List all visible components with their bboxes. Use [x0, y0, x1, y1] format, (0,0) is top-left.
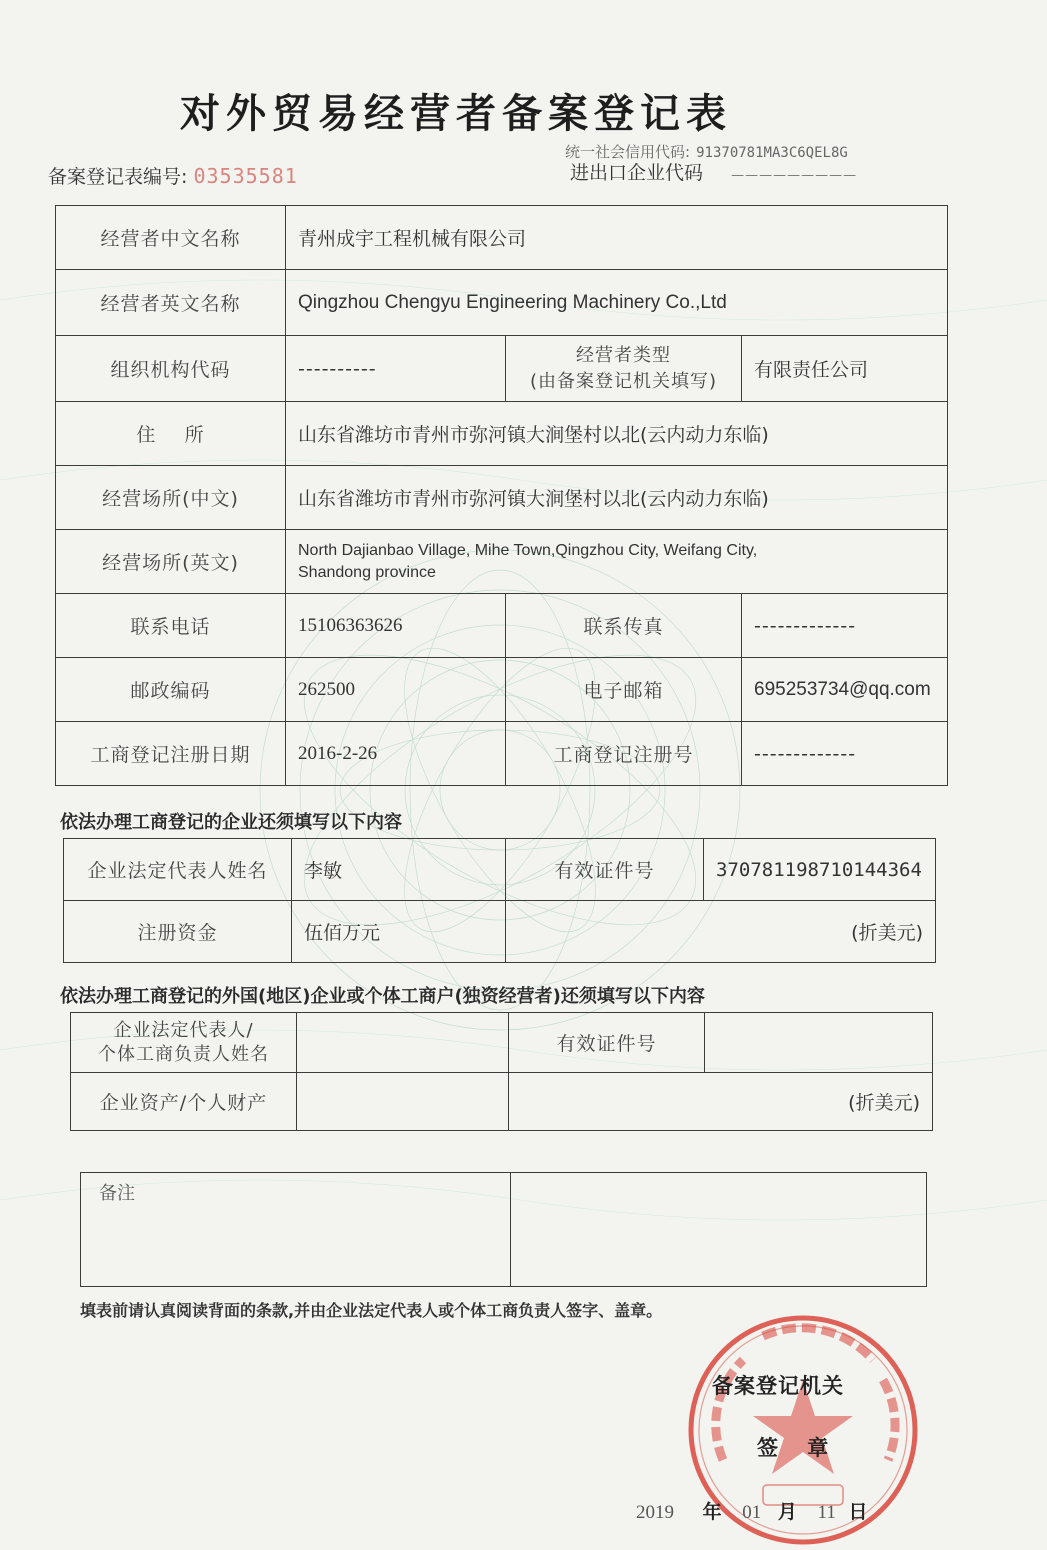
credit-code-label: 统一社会信用代码:: [565, 143, 691, 161]
cn-name-label: 经营者中文名称: [56, 206, 286, 270]
en-name-label: 经营者英文名称: [56, 270, 286, 336]
date-year: 2019: [636, 1502, 674, 1523]
capital-value: 伍佰万元: [292, 901, 506, 963]
id-label-2: 有效证件号: [509, 1013, 705, 1073]
table-row: [71, 1073, 933, 1131]
ie-code-label: 进出口企业代码: [570, 162, 704, 184]
section-1-table: [63, 838, 936, 963]
premises-en-value: [286, 530, 948, 594]
rep-label: [71, 1013, 297, 1073]
authority-title: 备案登记机关: [712, 1374, 844, 1398]
table-row: [56, 206, 948, 270]
rep-value: [297, 1013, 509, 1073]
ie-code-value: —————————: [731, 168, 858, 183]
reg-date-label: 工商登记注册日期: [56, 722, 286, 786]
table-row: [56, 402, 948, 466]
table-row: [56, 466, 948, 530]
assets-value: [297, 1073, 509, 1131]
table-row: [56, 594, 948, 658]
rep-label-line2: 个体工商负责人姓名: [98, 1043, 269, 1065]
assets-usd: (折美元): [509, 1073, 933, 1131]
assets-label: 企业资产/个人财产: [71, 1073, 297, 1131]
remarks-label: 备注: [81, 1173, 511, 1287]
postcode-label: 邮政编码: [56, 658, 286, 722]
reg-no-value: 03535581: [193, 164, 298, 188]
ie-code-row: [570, 158, 857, 185]
id-value: 370781198710144364: [704, 839, 936, 901]
id-value-2: [705, 1013, 933, 1073]
date-month-unit: 月: [777, 1501, 797, 1523]
footnote: 填表前请认真阅读背面的条款,并由企业法定代表人或个体工商负责人签字、盖章。: [80, 1301, 663, 1320]
section-2-table: [70, 1012, 933, 1131]
premises-cn-label: 经营场所(中文): [56, 466, 286, 530]
table-row: [56, 658, 948, 722]
section-2-heading: 依法办理工商登记的外国(地区)企业或个体工商户(独资经营者)还须填写以下内容: [60, 986, 705, 1007]
legal-rep-label: 企业法定代表人姓名: [64, 839, 292, 901]
email-label: 电子邮箱: [506, 658, 742, 722]
id-label: 有效证件号: [506, 839, 704, 901]
fax-value: -------------: [742, 594, 948, 658]
capital-label: 注册资金: [64, 901, 292, 963]
reg-number-label: 工商登记注册号: [506, 722, 742, 786]
authority-sign: 签 章: [757, 1436, 829, 1460]
en-name-value: Qingzhou Chengyu Engineering Machinery Co.,Ltd: [286, 270, 948, 336]
operator-type-label: [506, 336, 742, 402]
credit-code-value: 91370781MA3C6QEL8G: [696, 145, 848, 161]
table-row: [71, 1013, 933, 1073]
issue-date: [636, 1497, 867, 1524]
premises-en-line2: Shandong province: [298, 563, 436, 581]
table-row: [56, 722, 948, 786]
reg-no-row: [48, 162, 298, 189]
table-row: [81, 1173, 927, 1287]
section-1-heading: 依法办理工商登记的企业还须填写以下内容: [60, 812, 402, 833]
cn-name-value: 青州成宇工程机械有限公司: [286, 206, 948, 270]
date-year-unit: 年: [702, 1501, 722, 1523]
remarks-table: [80, 1172, 927, 1287]
reg-number-value: -------------: [742, 722, 948, 786]
email-value: 695253734@qq.com: [742, 658, 948, 722]
premises-cn-value: 山东省潍坊市青州市弥河镇大涧堡村以北(云内动力东临): [286, 466, 948, 530]
table-row: [56, 530, 948, 594]
remarks-value: [511, 1173, 927, 1287]
domicile-value: 山东省潍坊市青州市弥河镇大涧堡村以北(云内动力东临): [286, 402, 948, 466]
table-row: [64, 901, 936, 963]
operator-type-label-line1: 经营者类型: [576, 344, 671, 366]
table-row: [56, 270, 948, 336]
org-code-value: ----------: [286, 336, 506, 402]
form-title: 对外贸易经营者备案登记表: [180, 91, 732, 137]
operator-type-value: 有限责任公司: [742, 336, 948, 402]
capital-usd: (折美元): [506, 901, 936, 963]
fax-label: 联系传真: [506, 594, 742, 658]
phone-label: 联系电话: [56, 594, 286, 658]
domicile-label: 住 所: [56, 402, 286, 466]
date-day: 11: [817, 1502, 836, 1523]
premises-en-label: 经营场所(英文): [56, 530, 286, 594]
main-info-table: [55, 205, 948, 786]
operator-type-label-line2: (由备案登记机关填写): [529, 370, 718, 392]
phone-value: 15106363626: [286, 594, 506, 658]
postcode-value: 262500: [286, 658, 506, 722]
table-row: [56, 336, 948, 402]
premises-en-line1: North Dajianbao Village, Mihe Town,Qingzhou City, Weifang City,: [298, 541, 758, 559]
legal-rep-value: 李敏: [292, 839, 506, 901]
reg-date-value: 2016-2-26: [286, 722, 506, 786]
date-day-unit: 日: [848, 1501, 868, 1523]
date-month: 01: [742, 1502, 762, 1523]
org-code-label: 组织机构代码: [56, 336, 286, 402]
reg-no-label: 备案登记表编号:: [48, 166, 188, 188]
table-row: [64, 839, 936, 901]
rep-label-line1: 企业法定代表人/: [113, 1019, 254, 1041]
